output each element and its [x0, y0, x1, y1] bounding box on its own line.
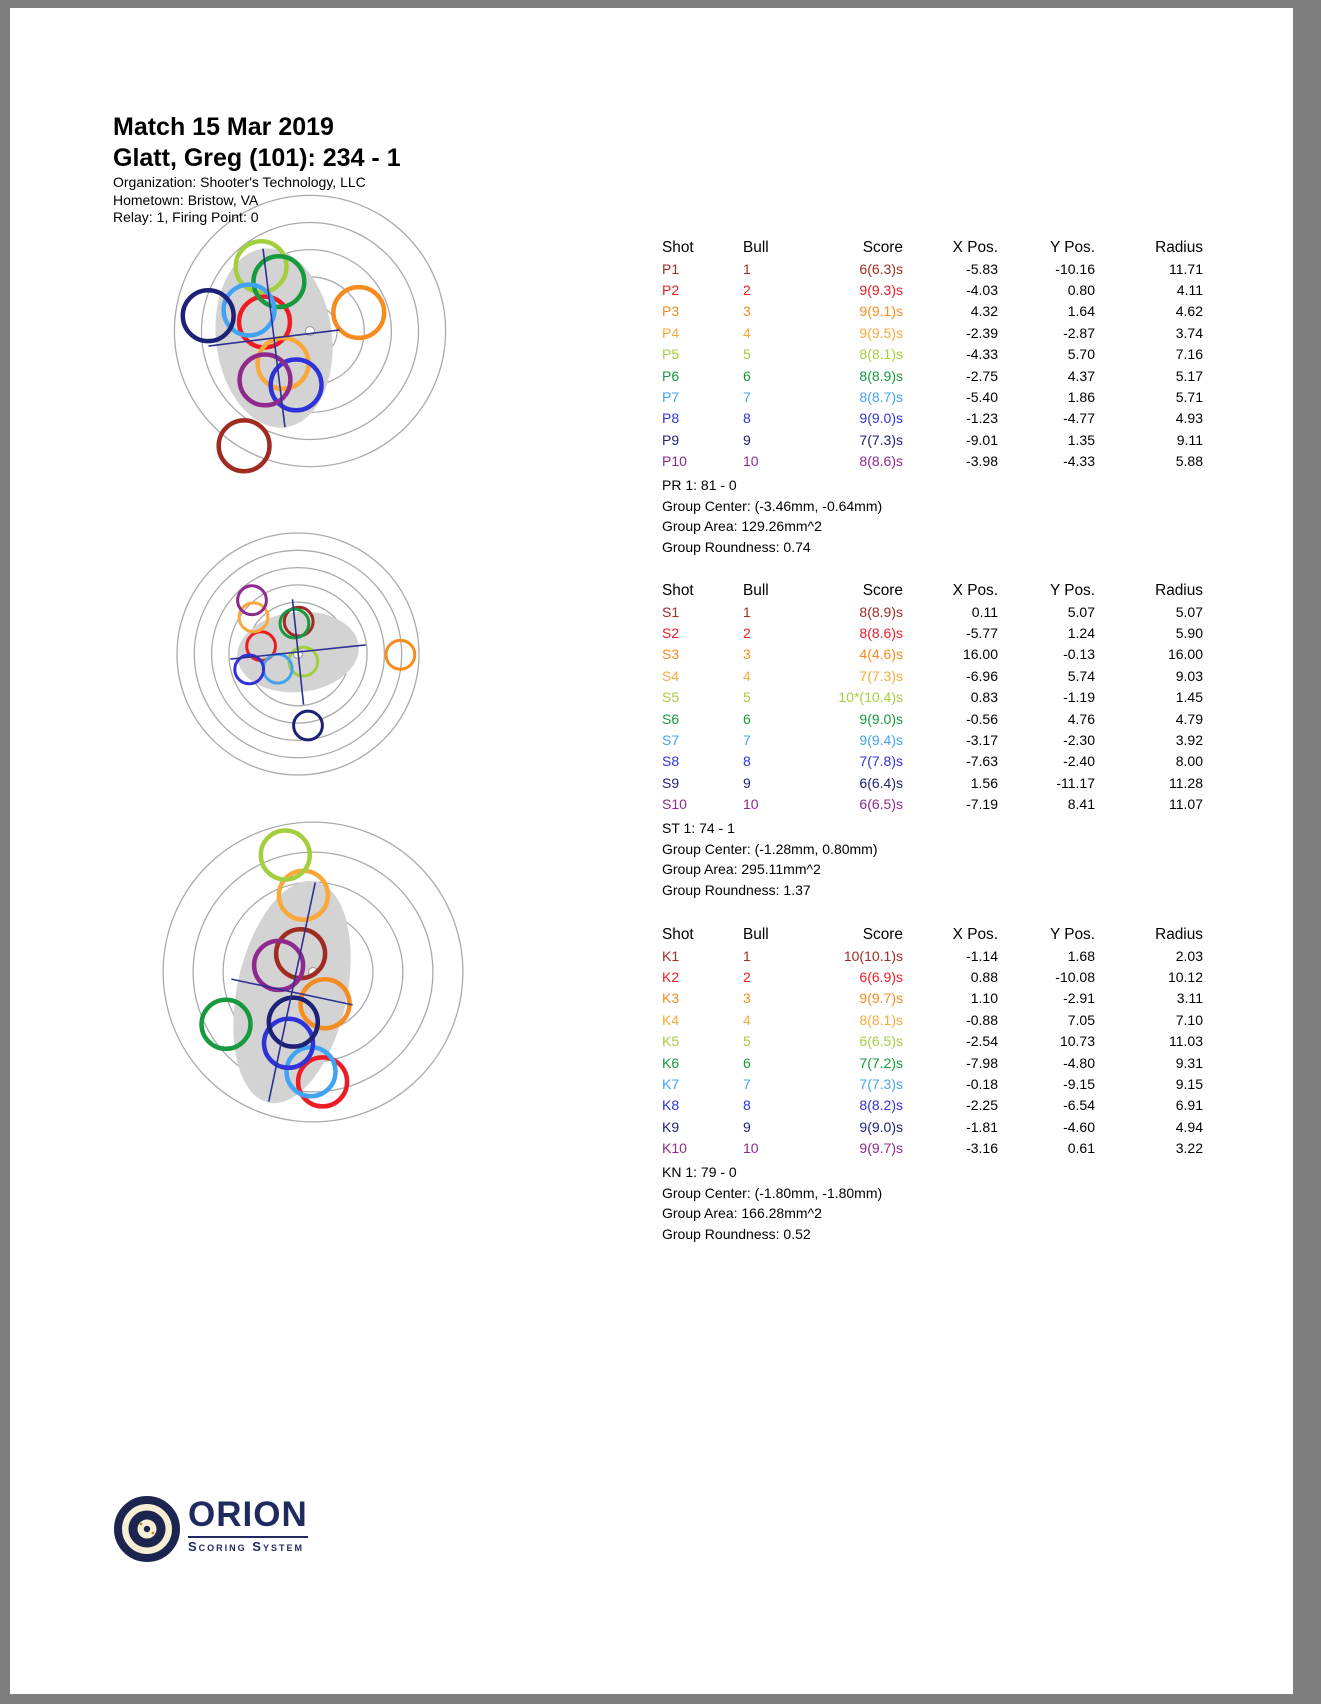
table-row: [662, 622, 1203, 643]
cell-x-pos: -5.40: [966, 389, 998, 406]
cell-x-pos: -5.83: [966, 260, 998, 277]
table-row: [662, 1116, 1203, 1137]
cell-bull: 5: [743, 346, 751, 363]
table-header-row: [662, 925, 1203, 945]
table-row: [662, 365, 1203, 386]
cell-y-pos: 1.68: [1067, 947, 1095, 964]
cell-x-pos: -0.88: [966, 1011, 998, 1028]
cell-score: 8(8.6)s: [859, 453, 903, 470]
cell-shot: K5: [662, 1033, 680, 1050]
table-row: [662, 386, 1203, 407]
shot-marker-S3: [386, 640, 415, 669]
cell-radius: 5.88: [1175, 453, 1203, 470]
cell-bull: 7: [743, 389, 751, 406]
cell-bull: 9: [743, 431, 751, 448]
relay-line: Relay: 1, Firing Point: 0: [113, 209, 259, 225]
cell-bull: 3: [743, 646, 751, 663]
cell-bull: 3: [743, 303, 751, 320]
shot-table-kneeling-target: [662, 925, 1203, 1244]
cell-radius: 5.17: [1175, 367, 1203, 384]
cell-shot: S5: [662, 689, 680, 706]
cell-x-pos: -1.23: [966, 410, 998, 427]
cell-x-pos: -3.16: [966, 1140, 998, 1157]
shot-marker-P1: [219, 420, 270, 471]
cell-x-pos: -3.98: [966, 453, 998, 470]
cell-shot: S9: [662, 774, 680, 791]
cell-score: 9(9.3)s: [859, 282, 903, 299]
cell-y-pos: 0.61: [1067, 1140, 1095, 1157]
cell-shot: S2: [662, 625, 680, 642]
cell-radius: 9.15: [1175, 1076, 1203, 1093]
table-row: [662, 1138, 1203, 1159]
cell-shot: P2: [662, 282, 680, 299]
cell-bull: 6: [743, 367, 751, 384]
cell-x-pos: -6.96: [966, 667, 998, 684]
column-header: Radius: [1155, 239, 1203, 256]
group-stats: [662, 1162, 1203, 1244]
cell-radius: 7.10: [1175, 1011, 1203, 1028]
group-roundness: Group Roundness: 1.37: [662, 881, 811, 898]
hometown-line: Hometown: Bristow, VA: [113, 191, 259, 208]
cell-shot: S4: [662, 667, 680, 684]
report-header: [113, 112, 401, 227]
cell-score: 6(6.9)s: [859, 969, 903, 986]
column-header: Bull: [743, 926, 769, 943]
cell-y-pos: 0.80: [1067, 282, 1095, 299]
cell-shot: K4: [662, 1011, 680, 1028]
column-header: Shot: [662, 582, 694, 599]
cell-score: 9(9.0)s: [859, 410, 903, 427]
cell-radius: 5.90: [1175, 625, 1203, 642]
column-header: Shot: [662, 239, 694, 256]
table-row: [662, 258, 1203, 279]
cell-shot: K8: [662, 1097, 680, 1114]
report-page: [10, 8, 1293, 1694]
table-row: [662, 988, 1203, 1009]
cell-radius: 2.03: [1175, 947, 1203, 964]
cell-score: 6(6.5)s: [859, 1033, 903, 1050]
cell-y-pos: 1.64: [1067, 303, 1095, 320]
table-row: [662, 729, 1203, 750]
cell-y-pos: -2.40: [1063, 753, 1095, 770]
match-title: Match 15 Mar 2019: [113, 113, 334, 141]
cell-score: 8(8.7)s: [859, 389, 903, 406]
column-header: Score: [862, 239, 903, 256]
group-roundness: Group Roundness: 0.52: [662, 1225, 811, 1242]
table-row: [662, 1073, 1203, 1094]
cell-y-pos: -4.60: [1063, 1118, 1095, 1135]
cell-score: 9(9.0)s: [859, 710, 903, 727]
series-summary: PR 1: 81 - 0: [662, 476, 737, 493]
cell-shot: P1: [662, 260, 680, 277]
column-header: Y Pos.: [1049, 239, 1095, 256]
group-center: Group Center: (-3.46mm, -0.64mm): [662, 497, 883, 514]
orion-logo: [113, 1495, 308, 1563]
cell-y-pos: 4.76: [1067, 710, 1095, 727]
cell-x-pos: -5.77: [966, 625, 998, 642]
cell-radius: 4.11: [1176, 282, 1203, 299]
cell-bull: 6: [743, 710, 751, 727]
cell-y-pos: 1.24: [1067, 625, 1095, 642]
cell-radius: 7.16: [1175, 346, 1203, 363]
table-row: [662, 301, 1203, 322]
cell-score: 8(8.9)s: [859, 603, 903, 620]
table-row: [662, 429, 1203, 450]
shot-table-standing-target: [662, 581, 1203, 900]
cell-bull: 8: [743, 410, 751, 427]
cell-x-pos: -2.25: [966, 1097, 998, 1114]
cell-bull: 8: [743, 753, 751, 770]
cell-x-pos: -7.63: [966, 753, 998, 770]
column-header: Y Pos.: [1049, 582, 1095, 599]
cell-bull: 2: [743, 282, 751, 299]
column-header: Score: [862, 582, 903, 599]
cell-score: 7(7.8)s: [859, 753, 903, 770]
cell-score: 8(8.2)s: [859, 1097, 903, 1114]
cell-x-pos: 0.83: [970, 689, 998, 706]
cell-y-pos: 1.86: [1067, 389, 1095, 406]
cell-y-pos: 5.70: [1067, 346, 1095, 363]
cell-score: 8(8.6)s: [859, 625, 903, 642]
cell-shot: P9: [662, 431, 680, 448]
cell-y-pos: -10.08: [1055, 969, 1095, 986]
cell-bull: 1: [743, 260, 751, 277]
table-row: [662, 279, 1203, 300]
cell-radius: 6.91: [1175, 1097, 1203, 1114]
cell-x-pos: -0.18: [966, 1076, 998, 1093]
cell-y-pos: 8.41: [1067, 796, 1095, 813]
cell-x-pos: 16.00: [962, 646, 998, 663]
cell-radius: 9.11: [1176, 431, 1203, 448]
table-row: [662, 687, 1203, 708]
cell-bull: 3: [743, 990, 751, 1007]
series-summary: KN 1: 79 - 0: [662, 1163, 737, 1180]
shot-marker-P3: [333, 287, 384, 338]
cell-radius: 4.79: [1175, 710, 1203, 727]
target-plot-kneeling-target: [163, 822, 463, 1122]
cell-y-pos: 10.73: [1059, 1033, 1095, 1050]
series-summary: ST 1: 74 - 1: [662, 819, 735, 836]
table-row: [662, 751, 1203, 772]
cell-shot: K7: [662, 1076, 680, 1093]
table-row: [662, 1031, 1203, 1052]
orion-logo-subtitle: Scoring System: [188, 1536, 308, 1554]
table-row: [662, 1052, 1203, 1073]
cell-radius: 3.11: [1176, 990, 1203, 1007]
cell-shot: S7: [662, 732, 680, 749]
cell-x-pos: -7.19: [966, 796, 998, 813]
group-area: Group Area: 166.28mm^2: [662, 1205, 822, 1222]
cell-y-pos: 7.05: [1067, 1011, 1095, 1028]
cell-shot: K3: [662, 990, 680, 1007]
shot-table-prone-target: [662, 238, 1203, 557]
cell-x-pos: 0.88: [970, 969, 998, 986]
cell-bull: 10: [743, 453, 759, 470]
cell-bull: 5: [743, 689, 751, 706]
cell-shot: K10: [662, 1140, 687, 1157]
cell-radius: 11.71: [1169, 260, 1203, 277]
group-center: Group Center: (-1.80mm, -1.80mm): [662, 1184, 883, 1201]
table-row: [662, 772, 1203, 793]
table-row: [662, 601, 1203, 622]
cell-score: 7(7.3)s: [859, 431, 903, 448]
cell-score: 6(6.5)s: [859, 796, 903, 813]
cell-x-pos: -2.54: [966, 1033, 998, 1050]
cell-y-pos: -2.91: [1063, 990, 1095, 1007]
column-header: Radius: [1155, 582, 1203, 599]
orion-bullseye-icon: [113, 1495, 181, 1563]
column-header: X Pos.: [952, 926, 998, 943]
cell-shot: K2: [662, 969, 680, 986]
cell-bull: 10: [743, 796, 759, 813]
table-row: [662, 322, 1203, 343]
cell-shot: K9: [662, 1118, 680, 1135]
table-row: [662, 665, 1203, 686]
cell-x-pos: -2.75: [966, 367, 998, 384]
cell-radius: 5.71: [1175, 389, 1203, 406]
cell-score: 9(9.7)s: [859, 990, 903, 1007]
cell-score: 7(7.2)s: [859, 1054, 903, 1071]
column-header: Y Pos.: [1049, 926, 1095, 943]
column-header: Bull: [743, 239, 769, 256]
cell-shot: S3: [662, 646, 680, 663]
table-row: [662, 451, 1203, 472]
cell-y-pos: 5.74: [1067, 667, 1095, 684]
cell-bull: 2: [743, 969, 751, 986]
group-roundness: Group Roundness: 0.74: [662, 538, 811, 555]
column-header: Score: [862, 926, 903, 943]
orion-logo-text: [188, 1495, 308, 1554]
cell-score: 4(4.6)s: [859, 646, 903, 663]
cell-bull: 5: [743, 1033, 751, 1050]
cell-shot: P7: [662, 389, 680, 406]
cell-x-pos: -2.39: [966, 324, 998, 341]
cell-x-pos: -4.33: [966, 346, 998, 363]
cell-score: 6(6.4)s: [859, 774, 903, 791]
cell-shot: S6: [662, 710, 680, 727]
column-header: X Pos.: [952, 239, 998, 256]
cell-x-pos: -1.14: [966, 947, 998, 964]
cell-bull: 1: [743, 947, 751, 964]
cell-radius: 3.92: [1175, 732, 1203, 749]
cell-y-pos: -6.54: [1063, 1097, 1095, 1114]
cell-x-pos: 0.11: [971, 603, 998, 620]
cell-bull: 7: [743, 1076, 751, 1093]
table-header-row: [662, 238, 1203, 258]
cell-bull: 4: [743, 667, 751, 684]
table-row: [662, 1009, 1203, 1030]
cell-bull: 4: [743, 324, 751, 341]
cell-bull: 1: [743, 603, 751, 620]
cell-y-pos: -1.19: [1063, 689, 1095, 706]
cell-shot: S10: [662, 796, 687, 813]
cell-y-pos: -4.33: [1063, 453, 1095, 470]
cell-score: 10(10.1)s: [843, 947, 903, 964]
cell-score: 8(8.1)s: [859, 346, 903, 363]
cell-x-pos: -4.03: [966, 282, 998, 299]
cell-score: 9(9.4)s: [859, 732, 903, 749]
column-header: Shot: [662, 926, 694, 943]
table-row: [662, 708, 1203, 729]
shot-marker-S10: [238, 586, 267, 615]
table-header-row: [662, 581, 1203, 601]
cell-radius: 4.94: [1175, 1118, 1203, 1135]
group-stats: [662, 475, 1203, 557]
cell-score: 8(8.1)s: [859, 1011, 903, 1028]
cell-radius: 4.62: [1175, 303, 1203, 320]
shot-marker-S9: [294, 711, 323, 740]
target-plot-standing-target: [177, 533, 419, 775]
cell-shot: P3: [662, 303, 680, 320]
cell-y-pos: -10.16: [1055, 260, 1095, 277]
cell-radius: 10.12: [1167, 969, 1203, 986]
cell-radius: 1.45: [1175, 689, 1203, 706]
cell-bull: 4: [743, 1011, 751, 1028]
cell-score: 9(9.1)s: [859, 303, 903, 320]
cell-y-pos: 5.07: [1067, 603, 1095, 620]
cell-x-pos: 1.10: [970, 990, 998, 1007]
table-row: [662, 1095, 1203, 1116]
group-area: Group Area: 295.11mm^2: [662, 861, 821, 878]
table-row: [662, 794, 1203, 815]
cell-x-pos: -0.56: [966, 710, 998, 727]
cell-radius: 11.03: [1169, 1033, 1203, 1050]
cell-bull: 2: [743, 625, 751, 642]
table-row: [662, 966, 1203, 987]
cell-shot: P4: [662, 324, 680, 341]
organization-line: Organization: Shooter's Technology, LLC: [113, 174, 366, 190]
cell-x-pos: -9.01: [966, 431, 998, 448]
cell-y-pos: 4.37: [1067, 367, 1095, 384]
group-center: Group Center: (-1.28mm, 0.80mm): [662, 840, 878, 857]
cell-y-pos: -11.17: [1056, 774, 1095, 791]
cell-y-pos: -4.77: [1063, 410, 1095, 427]
cell-radius: 11.07: [1169, 796, 1203, 813]
cell-y-pos: -2.30: [1063, 732, 1095, 749]
cell-score: 8(8.9)s: [859, 367, 903, 384]
cell-x-pos: 1.56: [970, 774, 998, 791]
cell-shot: S1: [662, 603, 680, 620]
cell-score: 7(7.3)s: [859, 667, 903, 684]
cell-shot: P5: [662, 346, 680, 363]
cell-radius: 9.31: [1175, 1054, 1203, 1071]
cell-bull: 6: [743, 1054, 751, 1071]
cell-x-pos: 4.32: [970, 303, 998, 320]
cell-shot: P10: [662, 453, 687, 470]
cell-y-pos: -2.87: [1063, 324, 1095, 341]
cell-x-pos: -3.17: [966, 732, 998, 749]
cell-shot: K1: [662, 947, 680, 964]
cell-bull: 8: [743, 1097, 751, 1114]
cell-score: 9(9.5)s: [859, 324, 903, 341]
cell-y-pos: -0.13: [1063, 646, 1095, 663]
cell-radius: 11.28: [1169, 774, 1203, 791]
cell-bull: 7: [743, 732, 751, 749]
table-row: [662, 945, 1203, 966]
cell-radius: 3.74: [1175, 324, 1203, 341]
column-header: Bull: [743, 582, 769, 599]
cell-radius: 9.03: [1175, 667, 1203, 684]
cell-y-pos: -4.80: [1063, 1054, 1095, 1071]
cell-x-pos: -7.98: [966, 1054, 998, 1071]
cell-score: 6(6.3)s: [859, 260, 903, 277]
orion-logo-name: ORION: [188, 1495, 308, 1534]
cell-shot: P6: [662, 367, 680, 384]
group-stats: [662, 818, 1203, 900]
cell-y-pos: 1.35: [1067, 431, 1095, 448]
cell-shot: P8: [662, 410, 680, 427]
column-header: X Pos.: [952, 582, 998, 599]
cell-radius: 4.93: [1175, 410, 1203, 427]
cell-bull: 9: [743, 774, 751, 791]
cell-score: 7(7.3)s: [859, 1076, 903, 1093]
column-header: Radius: [1155, 926, 1203, 943]
cell-x-pos: -1.81: [966, 1118, 998, 1135]
cell-y-pos: -9.15: [1063, 1076, 1095, 1093]
group-area: Group Area: 129.26mm^2: [662, 518, 822, 535]
cell-score: 9(9.7)s: [859, 1140, 903, 1157]
cell-shot: S8: [662, 753, 680, 770]
cell-score: 10*(10.4)s: [838, 689, 903, 706]
cell-shot: K6: [662, 1054, 680, 1071]
competitor-title: Glatt, Greg (101): 234 - 1: [113, 144, 401, 172]
cell-radius: 16.00: [1167, 646, 1203, 663]
table-row: [662, 408, 1203, 429]
cell-bull: 9: [743, 1118, 751, 1135]
cell-radius: 5.07: [1175, 603, 1203, 620]
cell-radius: 3.22: [1175, 1140, 1203, 1157]
table-row: [662, 344, 1203, 365]
target-plot-prone-target: [174, 195, 445, 471]
table-row: [662, 644, 1203, 665]
cell-radius: 8.00: [1175, 753, 1203, 770]
cell-bull: 10: [743, 1140, 759, 1157]
cell-score: 9(9.0)s: [859, 1118, 903, 1135]
